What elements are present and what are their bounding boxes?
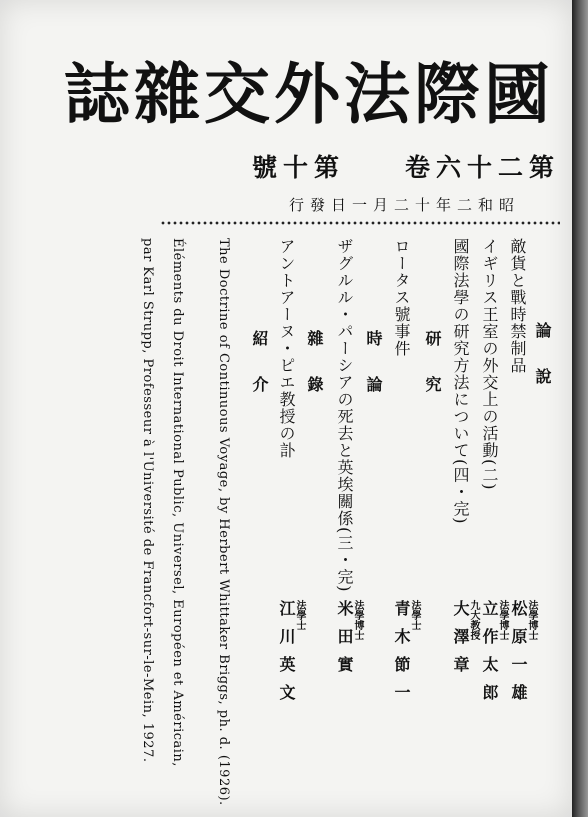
article-title: アントアーヌ・ピエ教授の訃 bbox=[277, 238, 296, 459]
author-title: 九大教授 bbox=[468, 600, 479, 640]
article-author bbox=[336, 600, 362, 684]
review-entry: Éléments du Droit International Public, Universel, Européen et Américain, par Karl Strupp, Professeur à l'Université de Francfort-sur-le-Mein, 1927. bbox=[140, 238, 185, 767]
article-author bbox=[278, 600, 304, 712]
article-title: 國際法學の研究方法について(四・完) bbox=[451, 238, 470, 525]
author-name: 立作太郎 bbox=[480, 600, 499, 712]
author-name: 米田實 bbox=[335, 600, 354, 684]
author-name: 大澤章 bbox=[451, 600, 470, 684]
author-title: 法學士 bbox=[409, 600, 420, 630]
section-heading-jiron: 時論 bbox=[364, 330, 383, 422]
section-heading-ronsetsu: 論說 bbox=[533, 322, 552, 414]
journal-title: 國際法外交雜誌 bbox=[64, 54, 554, 133]
author-name: 松原一雄 bbox=[509, 600, 528, 712]
issue-line bbox=[150, 148, 560, 184]
author-title: 法學博士 bbox=[526, 600, 537, 640]
article-title: ロータス號事件 bbox=[392, 238, 411, 357]
publication-date: 昭和二年十二月一日發行 bbox=[288, 196, 520, 214]
article-title: 敵貨と戰時禁制品 bbox=[508, 238, 527, 374]
number-label: 第十號 bbox=[251, 153, 345, 182]
article-title: ザグルル・パーシアの死去と英埃關係(三・完) bbox=[335, 238, 354, 593]
article-title: イギリス王室の外交上の活動(二) bbox=[480, 238, 499, 491]
section-heading-zatsuroku: 雜錄 bbox=[305, 330, 324, 422]
author-title: 法學士 bbox=[294, 600, 305, 630]
dotted-divider bbox=[160, 220, 560, 226]
author-name: 江川英文 bbox=[277, 600, 296, 712]
article-author bbox=[510, 600, 536, 712]
article-author bbox=[481, 600, 507, 712]
section-heading-shokai: 紹介 bbox=[250, 330, 269, 422]
review-entry: The Doctrine of Continuous Voyage, by Herbert Whittaker Briggs, ph. d. (1926). bbox=[216, 238, 231, 806]
article-author bbox=[393, 600, 419, 712]
page-edge-shadow bbox=[572, 0, 588, 817]
author-title: 法學博士 bbox=[352, 600, 363, 640]
article-author bbox=[452, 600, 478, 684]
section-heading-kenkyu: 研究 bbox=[423, 330, 442, 422]
volume-label: 第二十六卷 bbox=[404, 153, 560, 182]
author-name: 青木節一 bbox=[392, 600, 411, 712]
author-title: 法學博士 bbox=[497, 600, 508, 640]
